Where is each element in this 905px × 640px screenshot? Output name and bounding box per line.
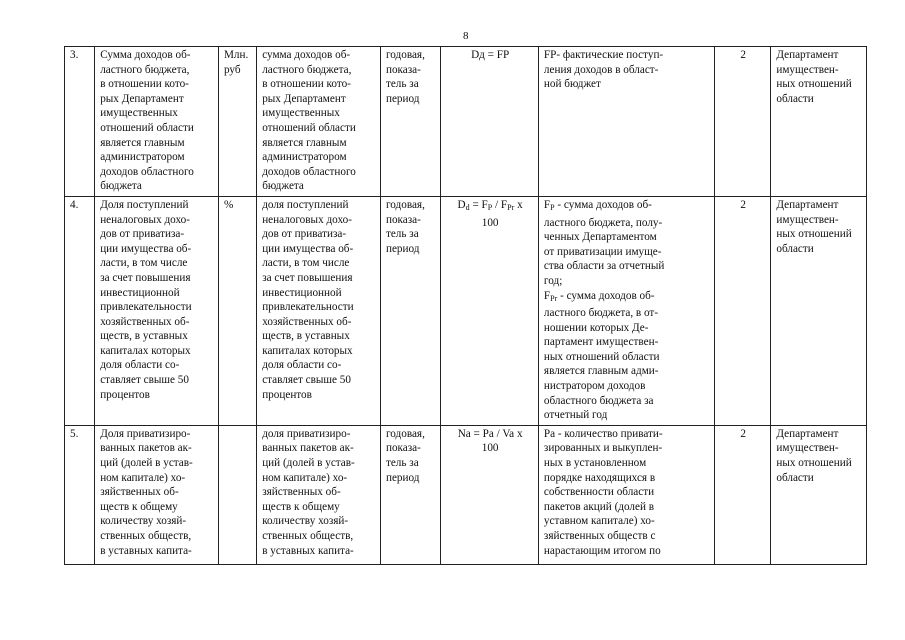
- row-number: 5.: [65, 425, 95, 564]
- calculation-formula: Dд = FP: [441, 47, 539, 197]
- weight-points: 2: [715, 425, 771, 564]
- indicator-method: доля приватизиро- ванных пакетов ак- ций (долей в устав- ном капитале) хо- зяйственных об- ществ к общему количеству хозяй- ственных обществ, в уставных капита-: [257, 425, 381, 564]
- table-row: [65, 47, 867, 197]
- unit-of-measure: [218, 425, 256, 564]
- indicator-name: Доля поступлений неналоговых дохо- дов от приватиза- ции имущества об- ласти, в том числе за счет повышения инвестиционной привлекательности хозяйственных об- ществ, в уставных капиталах которых доля области со- ставляет свыше 50 процентов: [95, 196, 219, 425]
- indicator-name: Сумма доходов об- ластного бюджета, в отношении кото- рых Департамент имущественных отношений области является главным администратором доходов областного бюджета: [95, 47, 219, 197]
- row-number: 4.: [65, 196, 95, 425]
- table-row: [65, 425, 867, 564]
- calculation-formula: Na = Pa / Va x 100: [441, 425, 539, 564]
- formula-description: $F_P$ - сумма доходов об- ластного бюджета, полу- ченных Департаментом от приватизации имуще- ства области за отчетный год; $F_{Pr}$ - сумма доходов об- ластного бюджета, в от- ношении которых Де- партамент имуществен- ных отношений области является главным адми- нистратором доходов областного бюджета за отчетный год: [538, 196, 714, 425]
- weight-points: 2: [715, 47, 771, 197]
- table-row: [65, 196, 867, 425]
- responsible-department: Департамент имуществен- ных отношений области: [771, 196, 867, 425]
- period-type: годовая, показа- тель за период: [380, 425, 440, 564]
- indicator-name: Доля приватизиро- ванных пакетов ак- ций (долей в устав- ном капитале) хо- зяйственных об- ществ к общему количеству хозяй- ственных обществ, в уставных капита-: [95, 425, 219, 564]
- responsible-department: Департамент имуществен- ных отношений области: [771, 47, 867, 197]
- indicators-table: [64, 46, 867, 565]
- page-number: 8: [463, 30, 469, 42]
- period-type: годовая, показа- тель за период: [380, 196, 440, 425]
- indicator-method: сумма доходов об- ластного бюджета, в отношении кото- рых Департамент имущественных отношений области является главным администратором доходов областного бюджета: [257, 47, 381, 197]
- formula-description: Pa - количество привати- зированных и выкуплен- ных в установленном порядке находящихся в собственности области пакетов акций (долей в уставном капитале) хо- зяйственных обществ с нарастающим итогом по: [538, 425, 714, 564]
- row-number: 3.: [65, 47, 95, 197]
- period-type: годовая, показа- тель за период: [380, 47, 440, 197]
- formula-description: FP- фактические поступ- ления доходов в област- ной бюджет: [538, 47, 714, 197]
- indicator-method: доля поступлений неналоговых дохо- дов от приватиза- ции имущества об- ласти, в том числе за счет повышения инвестиционной привлекательности хозяйственных об- ществ, в уставных капиталах которых доля области со- ставляет свыше 50 процентов: [257, 196, 381, 425]
- calculation-formula: $D_d = F_P / F_{Pr}$ x 100: [441, 196, 539, 425]
- responsible-department: Департамент имуществен- ных отношений области: [771, 425, 867, 564]
- weight-points: 2: [715, 196, 771, 425]
- unit-of-measure: %: [218, 196, 256, 425]
- unit-of-measure: Млн. руб: [218, 47, 256, 197]
